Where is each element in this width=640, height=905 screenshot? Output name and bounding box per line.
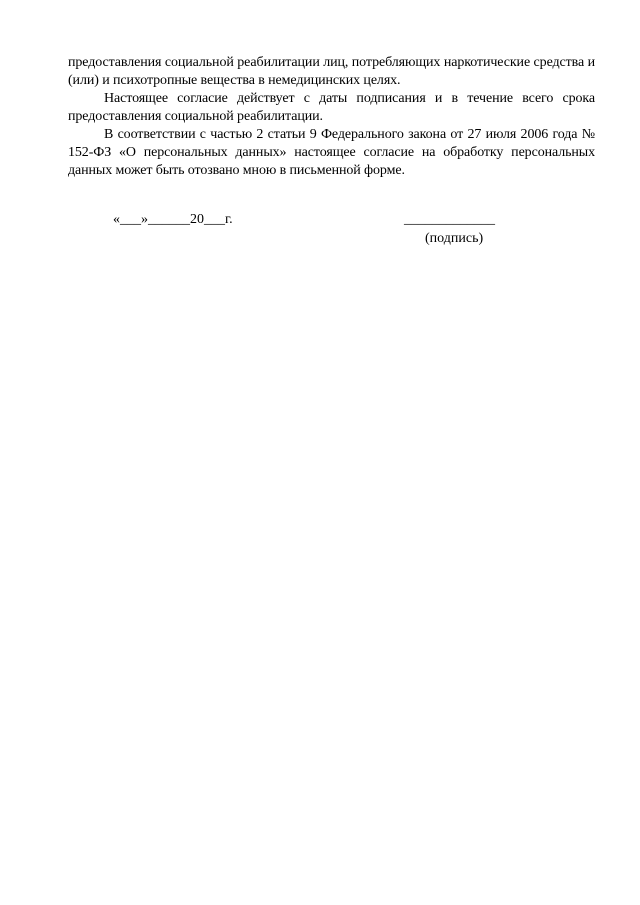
- date-field: «___»______20___г.: [113, 212, 233, 227]
- document-body: [68, 54, 595, 180]
- signature-line: _____________: [404, 212, 495, 227]
- paragraph-revocation: В соответствии с частью 2 статьи 9 Федерального закона от 27 июля 2006 года № 152-ФЗ «О персональных данных» настоящее согласие на обработку персональных данных может быть отозвано мною в письменной форме.: [68, 127, 595, 178]
- paragraph-validity: Настоящее согласие действует с даты подписания и в течение всего срока предоставления социальной реабилитации.: [68, 91, 595, 124]
- signature-caption: (подпись): [425, 231, 484, 246]
- paragraph-continuation: предоставления социальной реабилитации лиц, потребляющих наркотические средства и (или) и психотропные вещества в немедицинских целях.: [68, 55, 595, 88]
